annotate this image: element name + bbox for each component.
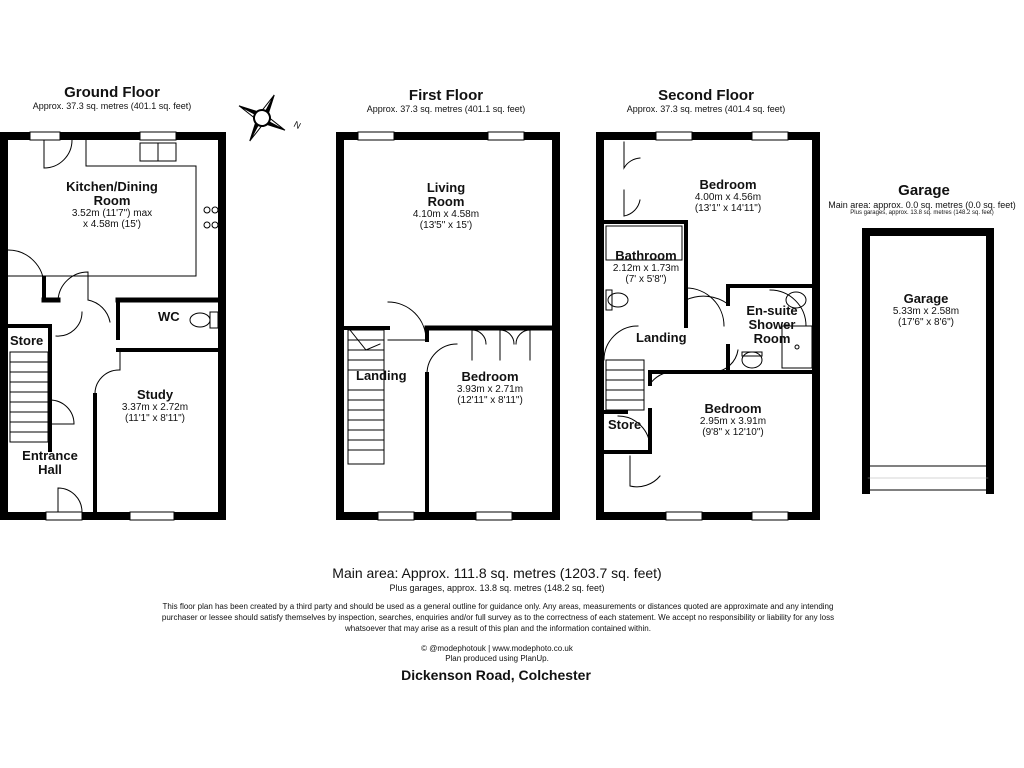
living-room-label	[413, 181, 479, 231]
second-bedroom-main-dimensions-imperial: (13'1" x 14'11")	[694, 203, 762, 214]
bathroom-label	[613, 249, 679, 285]
entrance-hall-label	[22, 449, 78, 477]
second-bedroom-rear-label	[700, 402, 766, 438]
ensuite-name-line-3: Room	[753, 331, 791, 346]
kitchen-dimensions-length: x 4.58m (15')	[82, 219, 142, 230]
living-dimensions-metric: 4.10m x 4.58m	[412, 209, 480, 220]
entrance-name-line-2: Hall	[38, 462, 62, 477]
second-landing-label: Landing	[636, 330, 687, 345]
garage-title: Garage	[898, 182, 950, 199]
second-store-label: Store	[608, 417, 642, 432]
garage-dimensions-imperial: (17'6" x 8'6")	[898, 317, 954, 328]
first-bedroom-dimensions-metric: 3.93m x 2.71m	[456, 384, 524, 395]
second-bedroom-rear-name: Bedroom	[704, 401, 762, 416]
bathroom-dimensions-metric: 2.12m x 1.73m	[612, 263, 680, 274]
kitchen-name-line-1: Kitchen/Dining	[66, 179, 158, 194]
study-dimensions-metric: 3.37m x 2.72m	[121, 402, 189, 413]
first-floor-stairs	[348, 330, 384, 464]
property-address: Dickenson Road, Colchester	[401, 667, 591, 683]
credit-line-2: Plan produced using PlanUp.	[445, 654, 549, 663]
second-floor-title: Second Floor	[658, 87, 754, 104]
second-bedroom-main-dimensions-metric: 4.00m x 4.56m	[694, 192, 762, 203]
study-name: Study	[136, 387, 174, 402]
living-name-line-2: Room	[427, 194, 465, 209]
entrance-name-line-1: Entrance	[22, 448, 78, 463]
kitchen-dining-label	[66, 180, 158, 230]
garage-plus-area: Plus garages, approx. 13.8 sq. metres (148.2 sq. feet)	[850, 210, 994, 216]
first-floor-doors	[388, 302, 530, 374]
second-bedroom-rear-dimensions-metric: 2.95m x 3.91m	[699, 416, 767, 427]
disclaimer-text: This floor plan has been created by a third party and should be used as a general outline for guidance only. Any areas, measurements or distances quoted are approximate and any intending purchaser or lessee should satisfy themselves by inspection, searches, enquiries and/or full survey as to the correctness of each statement. We accept no responsibility or liability for any loss whatsoever that may arise as a result of this plan and the information contained within.	[161, 602, 835, 633]
ensuite-label	[746, 304, 797, 346]
garage-room-name: Garage	[903, 291, 949, 306]
second-bedroom-main-label	[695, 178, 761, 214]
total-main-area: Main area: Approx. 111.8 sq. metres (1203.7 sq. feet)	[332, 565, 662, 581]
garage-walls	[866, 232, 990, 490]
ground-store-label: Store	[10, 333, 44, 348]
wc-label: WC	[158, 309, 180, 324]
second-floor-area: Approx. 37.3 sq. metres (401.4 sq. feet)	[626, 104, 786, 114]
first-landing-label: Landing	[356, 368, 407, 383]
garage-dimensions-metric: 5.33m x 2.58m	[892, 306, 960, 317]
ground-floor-title: Ground Floor	[64, 84, 160, 101]
garage-main-area: Main area: approx. 0.0 sq. metres (0.0 sq. feet)	[828, 200, 1016, 210]
ensuite-name-line-2: Shower	[748, 317, 796, 332]
compass-rose-icon	[227, 83, 297, 153]
first-bedroom-name: Bedroom	[461, 369, 519, 384]
bathroom-dimensions-imperial: (7' x 5'8")	[625, 274, 667, 285]
ensuite-name-line-1: En-suite	[746, 303, 798, 318]
first-bedroom-label	[457, 370, 523, 406]
first-bedroom-dimensions-imperial: (12'11" x 8'11")	[457, 395, 523, 406]
credit-line-1: © @modephotouk | www.modephoto.co.uk	[421, 644, 573, 653]
first-floor-title: First Floor	[408, 87, 484, 104]
garage-room-label	[893, 292, 959, 328]
second-bedroom-main-name: Bedroom	[699, 177, 757, 192]
first-floor-area: Approx. 37.3 sq. metres (401.1 sq. feet)	[366, 104, 526, 114]
kitchen-dimensions-metric: 3.52m (11'7") max	[71, 208, 153, 219]
study-label	[122, 388, 188, 424]
total-plus-garages: Plus garages, approx. 13.8 sq. metres (148.2 sq. feet)	[389, 583, 605, 593]
ground-floor-area: Approx. 37.3 sq. metres (401.1 sq. feet)	[32, 101, 192, 111]
bathroom-name: Bathroom	[615, 248, 677, 263]
second-bedroom-rear-dimensions-imperial: (9'8" x 12'10")	[702, 427, 764, 438]
compass-north-label: N	[292, 119, 303, 131]
study-dimensions-imperial: (11'1" x 8'11")	[124, 413, 186, 424]
ground-floor-stairs	[10, 352, 48, 442]
kitchen-name-line-2: Room	[93, 193, 131, 208]
living-name-line-1: Living	[426, 180, 466, 195]
living-dimensions-imperial: (13'5" x 15')	[419, 220, 473, 231]
